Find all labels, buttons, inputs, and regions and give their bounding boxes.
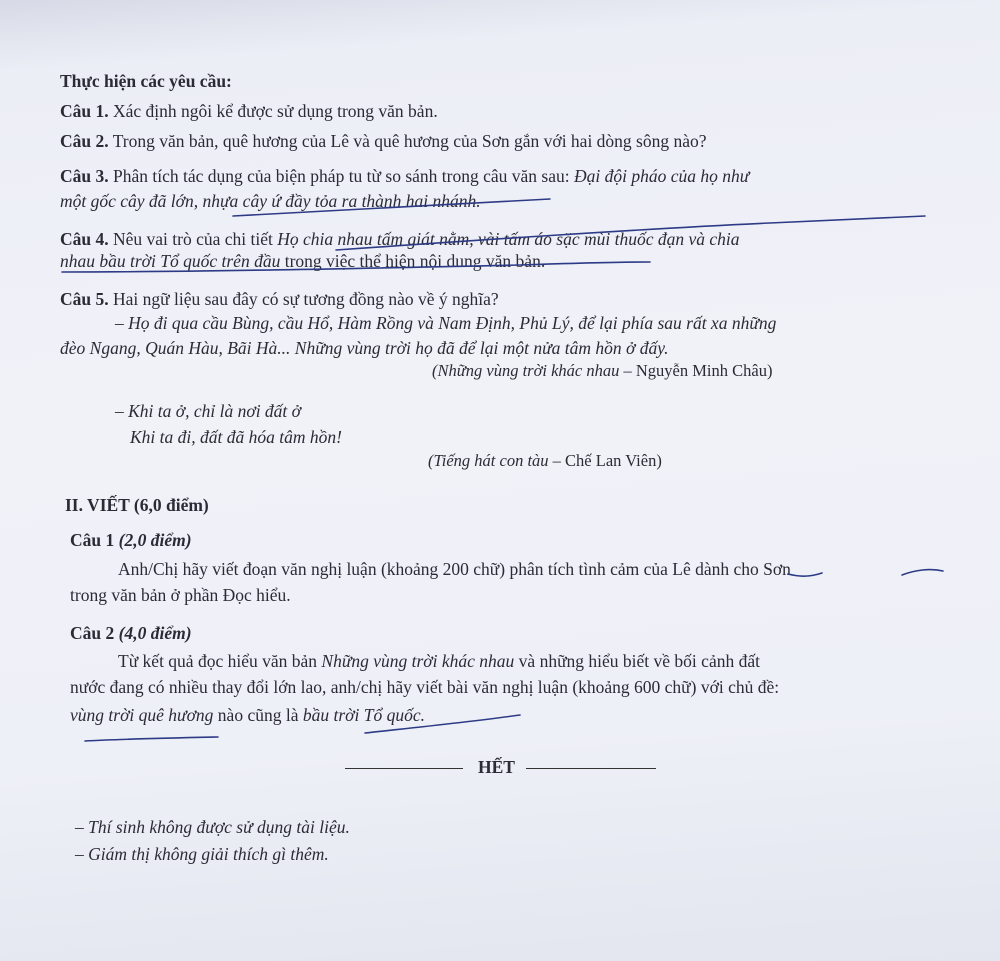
pen-underline-writing-le [788,573,822,576]
prompt-text: Từ kết quả đọc hiểu văn bản [118,651,318,671]
excerpt-1-line-2: đèo Ngang, Quán Hàu, Bãi Hà... Những vùng trời họ đã để lại một nửa tâm hồn ở đấy. [60,338,669,358]
excerpt-2-source: (Tiếng hát con tàu – Chế Lan Viên) [428,451,662,470]
question-label: Câu 5. [60,289,109,309]
quoted-detail: Họ chia nhau tấm giát nằm, vài tấm áo sặc mùi thuốc đạn và chia [277,229,740,249]
end-rule-right [526,768,656,769]
pen-underline-writing-son [902,570,943,575]
question-points: (4,0 điểm) [118,623,192,643]
quoted-sentence-continued: một gốc cây đã lớn, nhựa cây ứ đầy tỏa ra thành hai nhánh. [60,191,481,211]
end-marker: HẾT [478,757,515,777]
reading-question-5 [60,288,499,310]
excerpt-1-line-1: – Họ đi qua cầu Bùng, cầu Hổ, Hàm Rồng và Nam Định, Phủ Lý, để lại phía sau rất xa những [115,313,777,333]
question-text: Phân tích tác dụng của biện pháp tu từ so sánh trong câu văn sau: [113,166,570,186]
topic-part-2: bầu trời Tổ quốc. [302,705,425,725]
writing-question-2-line-2: nước đang có nhiều thay đổi lớn lao, anh/chị hãy viết bài văn nghị luận (khoảng 600 chữ) với chủ đề: [70,677,780,697]
question-label: Câu 1 [70,530,115,550]
writing-question-1-line-1: Anh/Chị hãy viết đoạn văn nghị luận (khoảng 200 chữ) phân tích tình cảm của Lê dành cho Sơn [118,559,791,579]
question-label: Câu 2. [60,131,109,151]
writing-section-title: II. VIẾT (6,0 điểm) [65,495,209,515]
question-label: Câu 4. [60,229,109,249]
excerpt-1-source: (Những vùng trời khác nhau – Nguyễn Minh Châu) [432,361,773,380]
question-label: Câu 3. [60,166,109,186]
note-1: – Thí sinh không được sử dụng tài liệu. [75,817,350,837]
tasks-heading: Thực hiện các yêu cầu: [60,71,232,91]
quoted-sentence: Đại đội pháo của họ như [573,166,750,186]
quoted-detail-continued: nhau bầu trời Tổ quốc trên đầu [60,251,281,271]
writing-question-2-line-1 [118,650,760,672]
reading-question-3 [60,165,749,187]
prompt-text: và những hiểu biết về bối cảnh đất [518,651,760,671]
excerpt-2-line-1: – Khi ta ở, chỉ là nơi đất ở [115,401,302,421]
reading-question-1 [60,100,438,122]
question-text: Xác định ngôi kể được sử dụng trong văn bản. [113,101,438,121]
work-title: Những vùng trời khác nhau [321,651,515,671]
question-text: Trong văn bản, quê hương của Lê và quê hương của Sơn gắn với hai dòng sông nào? [112,131,707,151]
reading-question-4 [60,228,740,250]
source-title: Những vùng trời khác nhau [437,361,620,380]
source-author: – Chế Lan Viên) [552,451,662,470]
question-text: Nêu vai trò của chi tiết [113,229,273,249]
source-title: Tiếng hát con tàu [433,451,549,470]
pen-underline-topic-a [85,737,218,741]
writing-question-1-heading [70,529,192,551]
reading-question-4-continued [60,250,545,272]
topic-part-1: vùng trời quê hương [70,705,214,725]
reading-question-2 [60,130,707,152]
topic-connector: nào cũng là [217,705,299,725]
excerpt-2-line-2: Khi ta đi, đất đã hóa tâm hồn! [130,427,342,447]
question-label: Câu 2 [70,623,115,643]
source-author: – Nguyễn Minh Châu) [623,361,773,380]
question-text: Hai ngữ liệu sau đây có sự tương đồng nào về ý nghĩa? [113,289,499,309]
question-points: (2,0 điểm) [118,530,192,550]
writing-question-1-line-2: trong văn bản ở phần Đọc hiểu. [70,585,291,605]
question-text-end: trong việc thể hiện nội dung văn bản. [284,251,546,271]
writing-question-2-line-3 [70,704,425,726]
end-rule-left [345,768,463,769]
question-label: Câu 1. [60,101,109,121]
note-2: – Giám thị không giải thích gì thêm. [75,844,329,864]
writing-question-2-heading [70,622,192,644]
